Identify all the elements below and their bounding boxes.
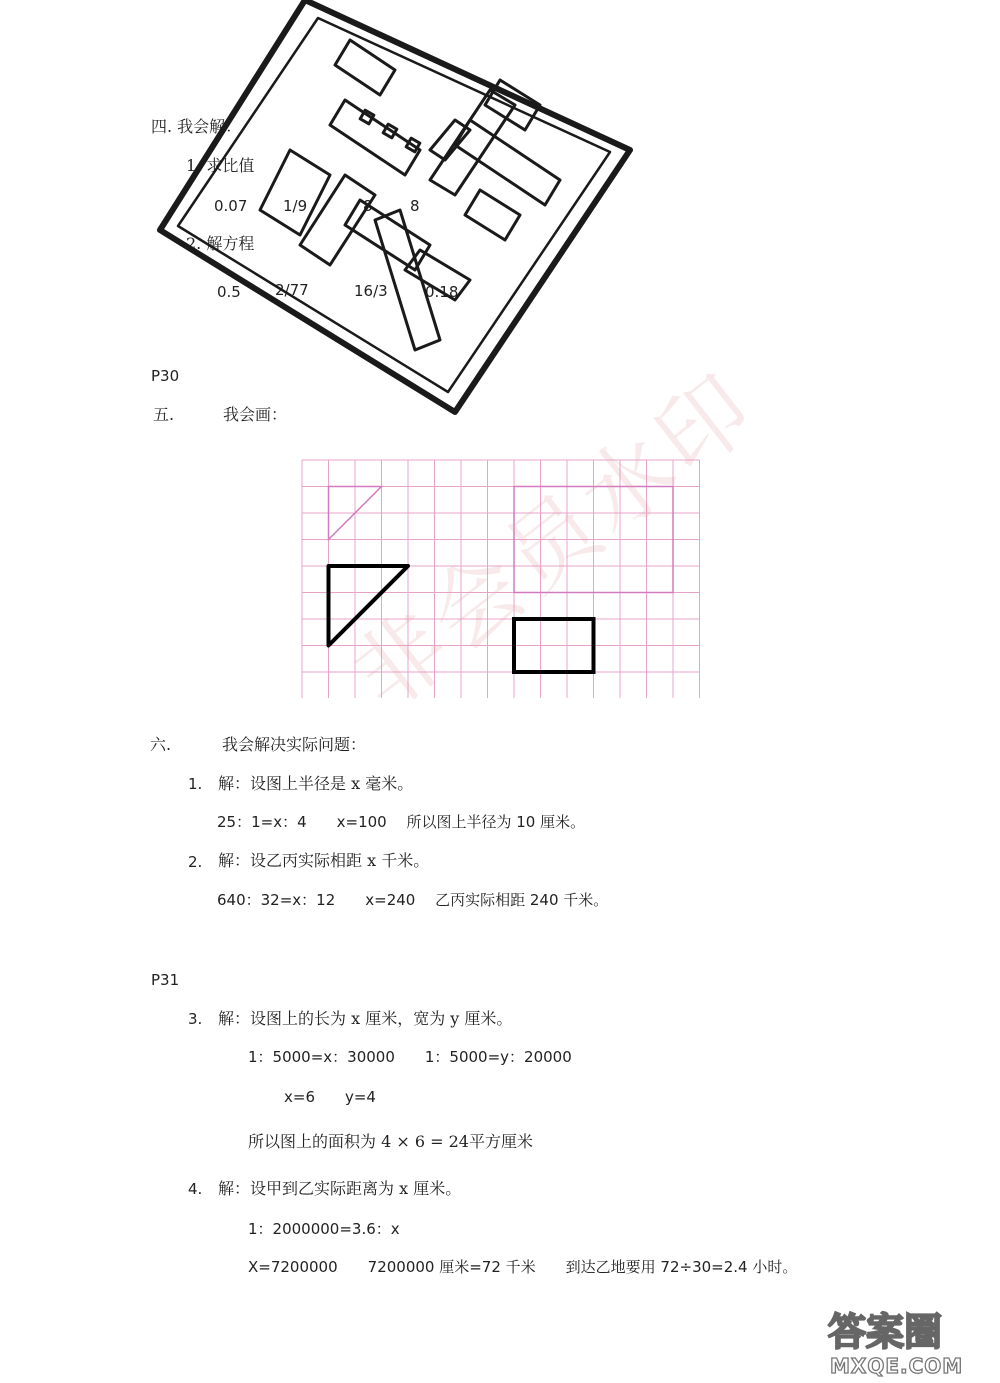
q2-answer-2: 2/77 [275,281,309,299]
section6-number: 六. [150,735,172,754]
q2-answer-1: 0.5 [217,283,241,301]
problem4-number: 4. [188,1180,203,1198]
problem3-number: 3. [188,1010,203,1028]
q1-answer-1: 0.07 [214,197,248,215]
problem1-intro: 解：设图上半径是 x 毫米。 [218,774,414,793]
problem2-number: 2. [188,853,203,871]
problem1-number: 1. [188,775,203,793]
q1-answer-2: 1/9 [283,197,308,215]
section6-title: 我会解决实际问题： [222,735,367,754]
section4-heading: 四. 我会解： [151,117,242,136]
problem2-work: 640：32=x：12 x=240 乙丙实际相距 240 千米。 [217,891,609,909]
q1-answer-3: 8 [363,197,373,215]
problem1-work: 25：1=x：4 x=100 所以图上半径为 10 厘米。 [217,813,586,831]
logo-graphic [820,1305,995,1380]
section5-number: 五. [153,405,175,424]
problem3-intro: 解：设图上的长为 x 厘米，宽为 y 厘米。 [218,1009,513,1028]
problem3-solutions: x=6 y=4 [284,1088,376,1106]
logo-title: 答案圈 [828,1310,943,1354]
problem4-proportion: 1：2000000=3.6：x [248,1220,400,1238]
q1-answer-4: 8 [410,197,420,215]
answer-triangle [329,566,409,646]
section4-q2-label: 2. 解方程 [186,234,255,253]
page-number-p30: P30 [151,367,180,385]
drawing-grid [300,458,702,698]
site-logo [820,1305,995,1380]
problem3-area: 所以图上的面积为 4 × 6 = 24平方厘米 [248,1132,533,1151]
problem2-intro: 解：设乙丙实际相距 x 千米。 [218,851,430,870]
member-watermark: 非会员水印 [333,352,777,731]
q2-answer-3: 16/3 [354,282,388,300]
section5-title: 我会画： [223,405,288,424]
section4-q1-label: 1. 求比值 [186,156,255,175]
problem4-intro: 解：设甲到乙实际距离为 x 厘米。 [218,1179,462,1198]
grid-canvas [300,458,702,698]
q2-answer-4: 0.18 [425,283,459,301]
page-number-p31: P31 [151,971,180,989]
logo-url: MXQE.COM [830,1354,964,1378]
problem3-proportions: 1：5000=x：30000 1：5000=y：20000 [248,1048,572,1066]
problem4-result: X=7200000 7200000 厘米=72 千米 到达乙地要用 72÷30=2.4 小时。 [248,1258,798,1276]
